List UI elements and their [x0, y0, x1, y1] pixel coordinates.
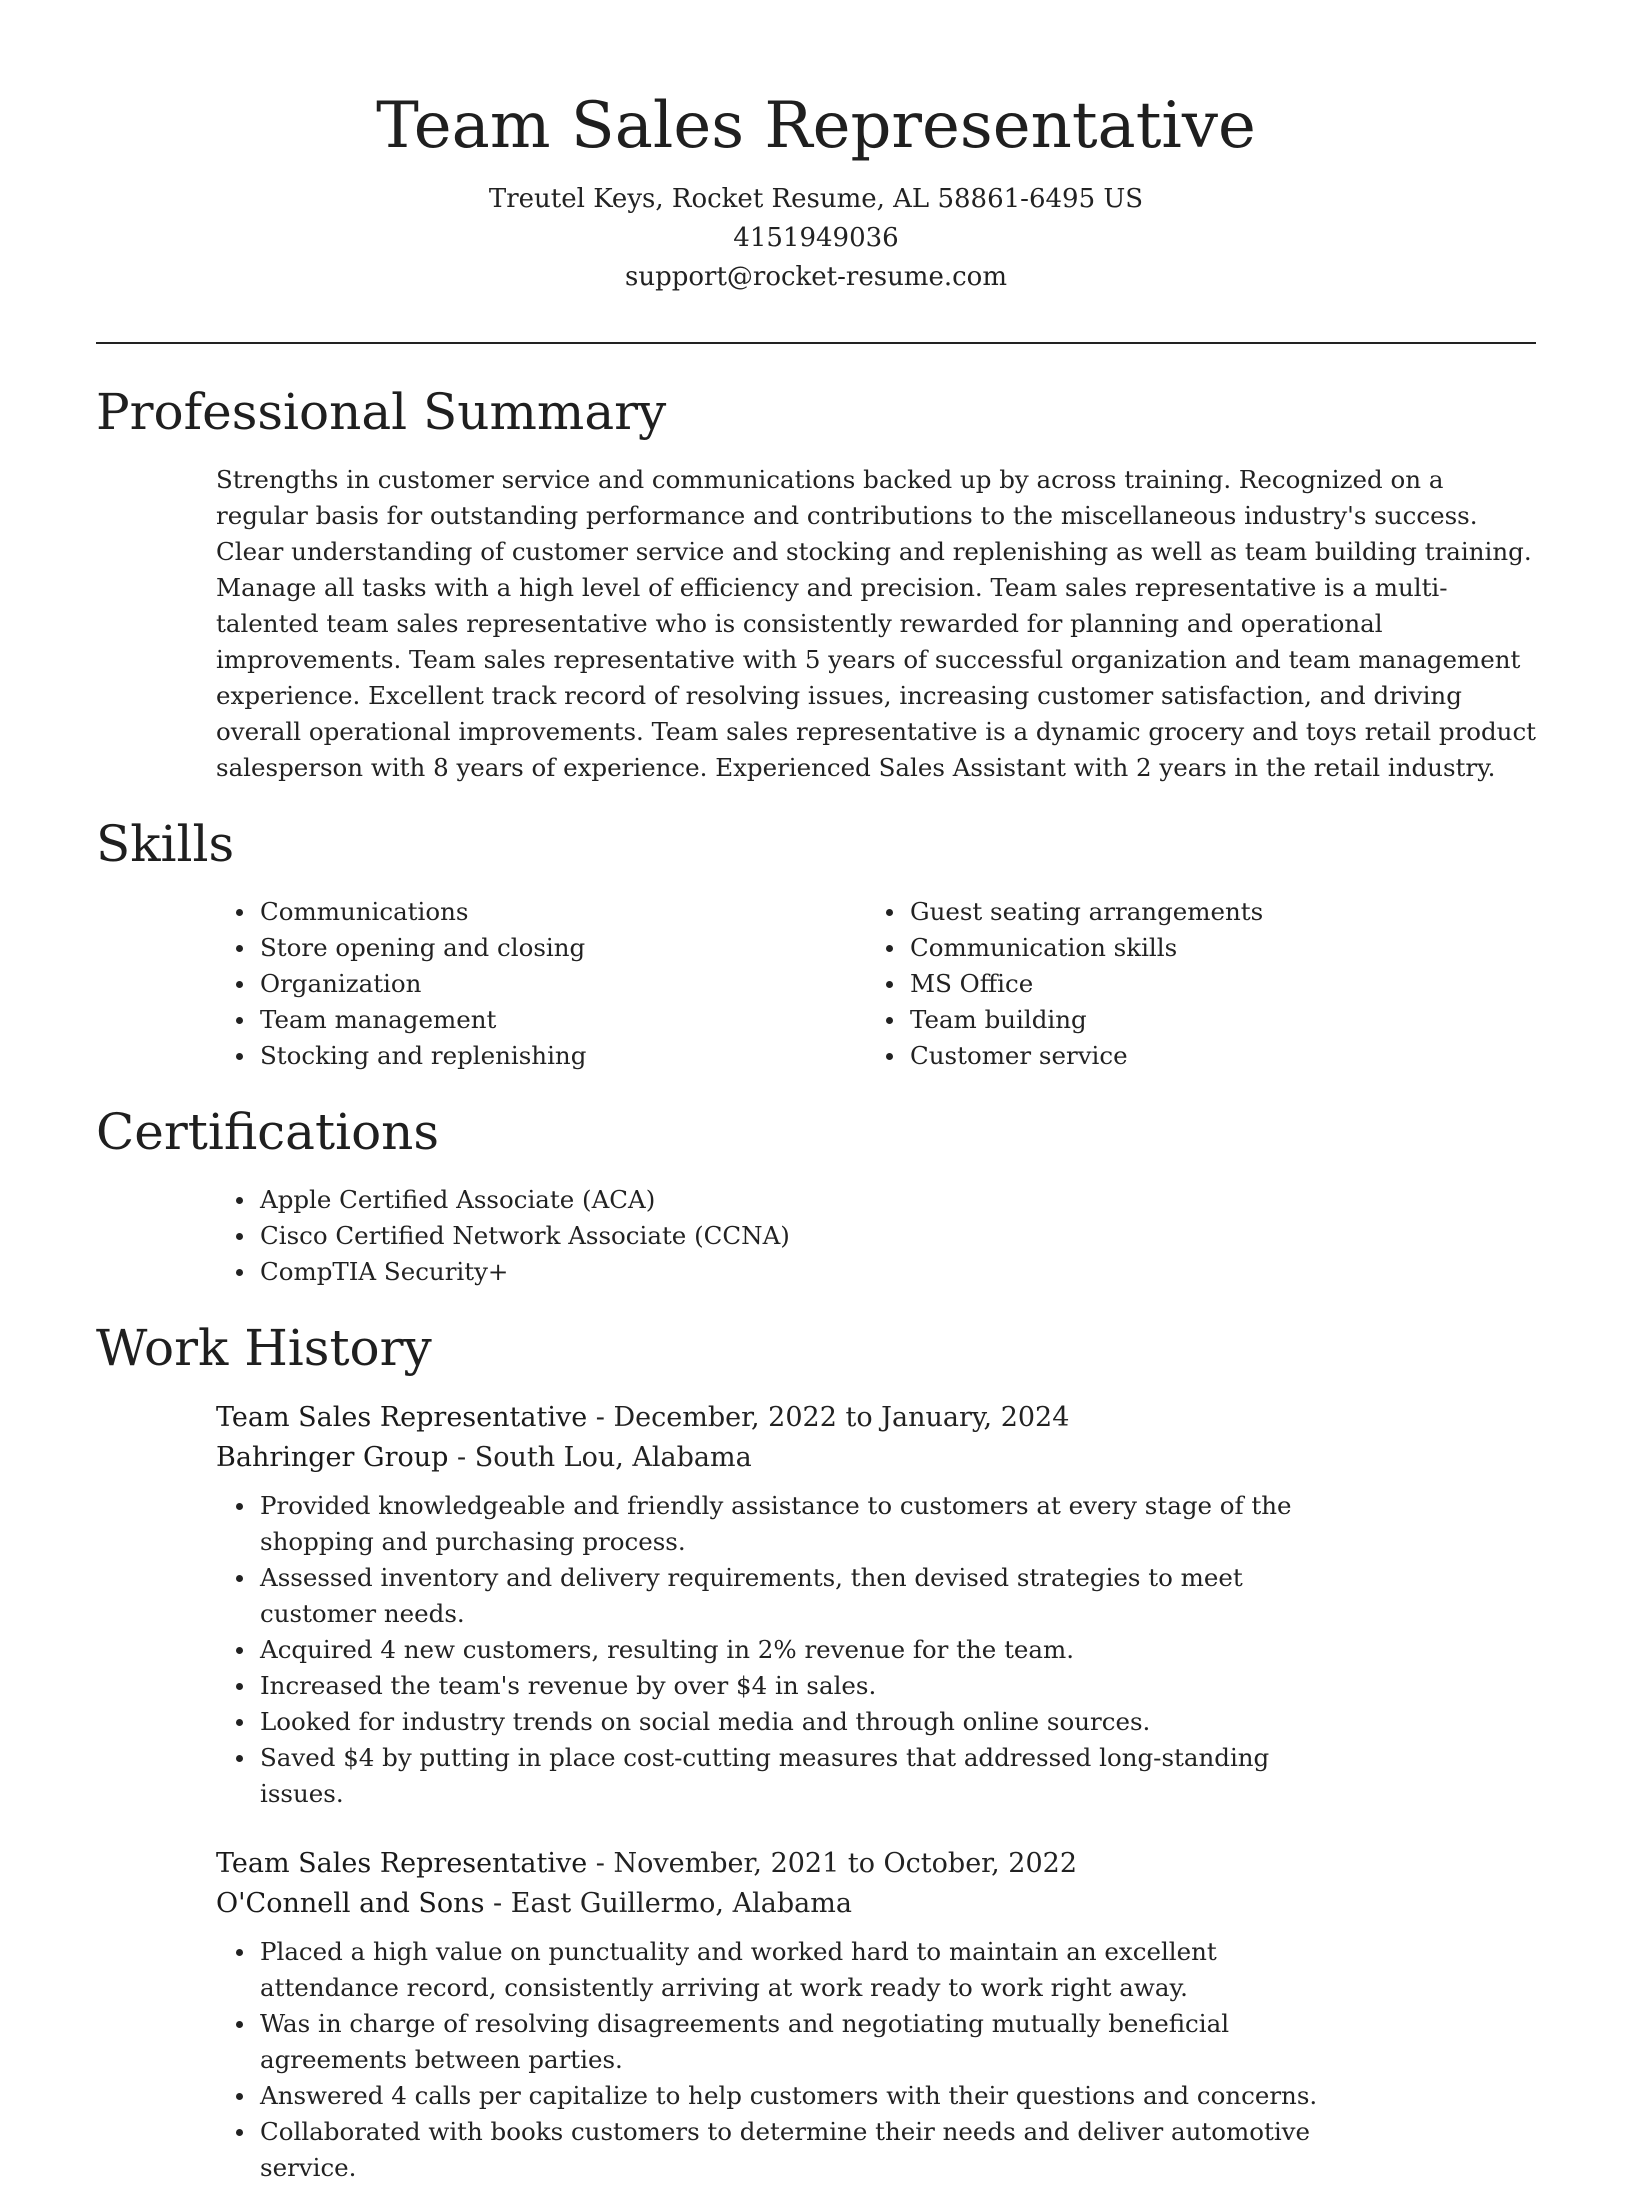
job-bullet: Acquired 4 new customers, resulting in 2% revenue for the team. — [216, 1632, 1360, 1668]
job-title: Team Sales Representative — [216, 1848, 588, 1879]
job-bullet: Placed a high value on punctuality and worked hard to maintain an excellent attendance record, consistently arriving at work ready to work right away. — [216, 1934, 1360, 2006]
job-bullets — [216, 1934, 1536, 2186]
skill-item: Store opening and closing — [216, 930, 866, 966]
contact-email: support@rocket-resume.com — [624, 262, 1007, 292]
certifications-heading: Certifications — [96, 1103, 440, 1161]
certifications-list — [216, 1182, 1536, 1290]
summary-section — [96, 376, 1536, 786]
skills-columns — [216, 894, 1536, 1074]
skill-item: Communication skills — [866, 930, 1516, 966]
job-title-line: Team Sales Representative - December, 2022 to January, 2024 — [216, 1402, 1070, 1433]
summary-heading: Professional Summary — [96, 383, 667, 441]
job-bullet: Provided knowledgeable and friendly assistance to customers at every stage of the shopping and purchasing process. — [216, 1488, 1360, 1560]
job-bullet: Answered 4 calls per capitalize to help customers with their questions and concerns. — [216, 2078, 1360, 2114]
job-company: Bahringer Group — [216, 1442, 449, 1473]
skill-item: Team management — [216, 1002, 866, 1038]
contact-phone: 4151949036 — [733, 223, 899, 253]
job-bullet: Saved $4 by putting in place cost-cutting measures that addressed long-standing issues. — [216, 1740, 1360, 1812]
job-bullets — [216, 1488, 1536, 1812]
skills-list-left — [216, 894, 866, 1074]
skill-item: Communications — [216, 894, 866, 930]
skill-item: Organization — [216, 966, 866, 1002]
resume-content — [96, 376, 1536, 2186]
resume-title: Team Sales Representative — [376, 89, 1256, 163]
job-company-line: O'Connell and Sons - East Guillermo, Alabama — [216, 1888, 852, 1919]
work-history-heading: Work History — [96, 1319, 432, 1377]
job-location: East Guillermo, Alabama — [510, 1888, 852, 1919]
job-company: O'Connell and Sons — [216, 1888, 485, 1919]
skill-item: Team building — [866, 1002, 1516, 1038]
contact-address: Treutel Keys, Rocket Resume, AL 58861-6495 US — [488, 184, 1144, 214]
job-entry — [216, 1398, 1536, 1812]
skills-list-right — [866, 894, 1516, 1074]
job-dates: December, 2022 to January, 2024 — [613, 1402, 1070, 1433]
summary-text: Strengths in customer service and communications backed up by across training. Recognized on a regular basis for outstanding performance and contributions to the miscellaneous industry's success. Clear understanding of customer service and stocking and replenishing as well as team building training. Manage all tasks with a high level of efficiency and precision. Team sales representative is a multi-talented team sales representative who is consistently rewarded for planning and operational improvements. Team sales representative with 5 years of successful organization and team management experience. Excellent track record of resolving issues, increasing customer satisfaction, and driving overall operational improvements. Team sales representative is a dynamic grocery and toys retail product salesperson with 8 years of experience. Experienced Sales Assistant with 2 years in the retail industry. — [216, 465, 1537, 782]
skills-heading: Skills — [96, 815, 235, 873]
skill-item: Stocking and replenishing — [216, 1038, 866, 1074]
certifications-section — [96, 1096, 1536, 1290]
certification-item: Apple Certified Associate (ACA) — [216, 1182, 1536, 1218]
skill-item: MS Office — [866, 966, 1516, 1002]
job-location: South Lou, Alabama — [474, 1442, 752, 1473]
resume-header — [0, 0, 1632, 297]
work-history-section — [96, 1312, 1536, 2186]
skill-item: Customer service — [866, 1038, 1516, 1074]
job-title: Team Sales Representative — [216, 1402, 588, 1433]
job-dates: November, 2021 to October, 2022 — [613, 1848, 1077, 1879]
job-company-line: Bahringer Group - South Lou, Alabama — [216, 1442, 752, 1473]
job-title-line: Team Sales Representative - November, 2021 to October, 2022 — [216, 1848, 1077, 1879]
job-bullet: Increased the team's revenue by over $4 in sales. — [216, 1668, 1360, 1704]
job-entry — [216, 1844, 1536, 2186]
job-bullet: Was in charge of resolving disagreements and negotiating mutually beneficial agreements between parties. — [216, 2006, 1360, 2078]
skill-item: Guest seating arrangements — [866, 894, 1516, 930]
contact-block — [0, 180, 1632, 297]
certification-item: Cisco Certified Network Associate (CCNA) — [216, 1218, 1536, 1254]
job-bullet: Looked for industry trends on social media and through online sources. — [216, 1704, 1360, 1740]
certification-item: CompTIA Security+ — [216, 1254, 1536, 1290]
job-bullet: Assessed inventory and delivery requirements, then devised strategies to meet customer needs. — [216, 1560, 1360, 1632]
skills-section — [96, 808, 1536, 1074]
job-bullet: Collaborated with books customers to determine their needs and deliver automotive service. — [216, 2114, 1360, 2186]
header-divider — [96, 342, 1536, 344]
